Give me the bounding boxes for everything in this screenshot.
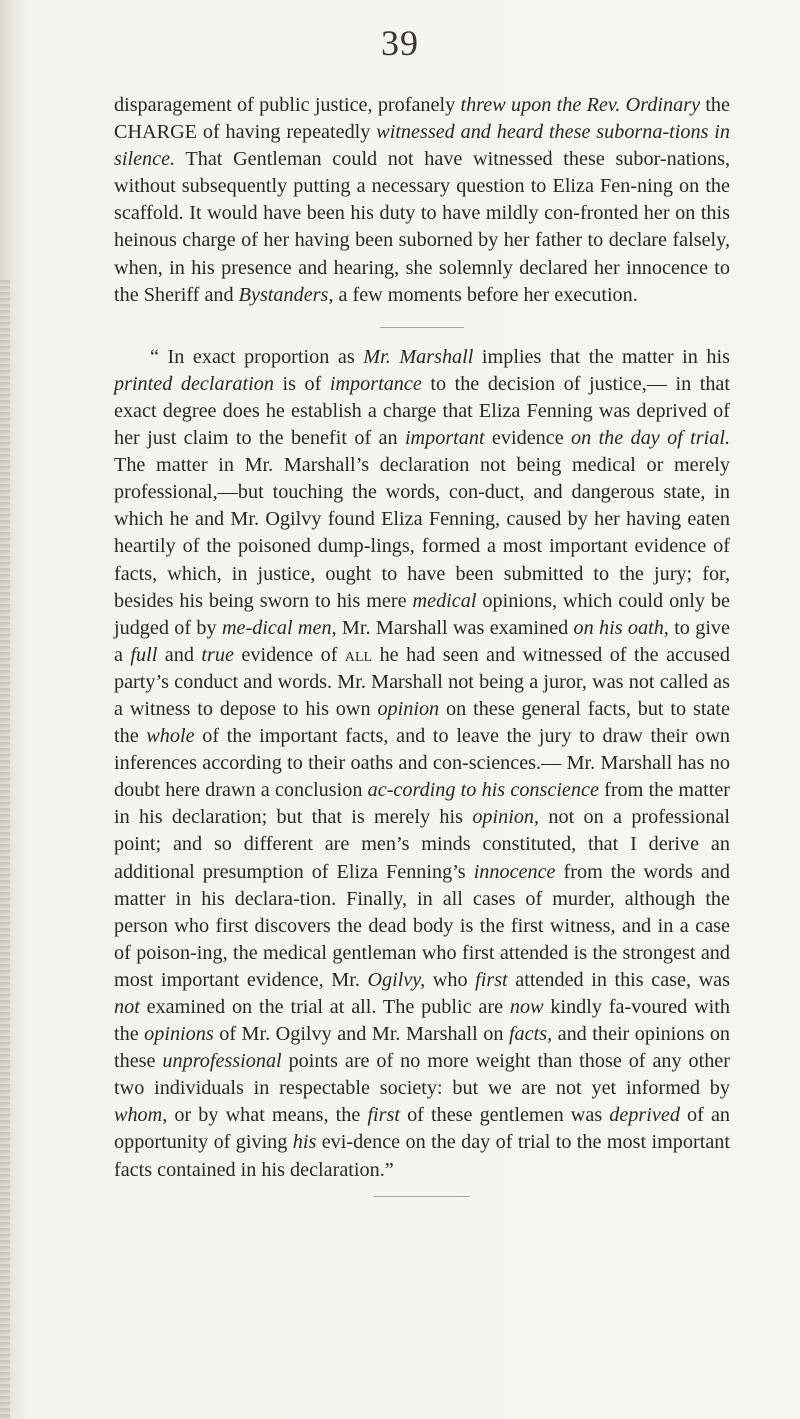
paragraph-2: “ In exact proportion as Mr. Marshall implies that the matter in his printed declaration is of importance to the decision of justice,— in that exact degree does he establish a charge that Eliza Fenning was deprived of her just claim to the benefit of an important evidence on the day of trial. The matter in Mr. Marshall’s declaration not being medical or merely professional,—but touching the words, con-duct, and dangerous state, in which he and Mr. Ogilvy found Eliza Fenning, caused by her having eaten heartily of the poisoned dump-lings, formed a most important evidence of facts, which, in justice, ought to have been submitted to the jury; for, besides his being sworn to his mere medical opinions, which could only be judged of by me-dical men, Mr. Marshall was examined on his oath, to give a full and true evidence of all he had seen and witnessed of the accused party’s conduct and words. Mr. Marshall not being a juror, was not called as a witness to depose to his own opinion on these general facts, but to state the whole of the important facts, and to leave the jury to draw their own inferences according to their oaths and con-sciences.— Mr. Marshall has no doubt here drawn a conclusion ac-cording to his conscience from the matter in his declaration; but that is merely his opinion, not on a professional point; and so different are men’s minds constituted, that I derive an additional presumption of Eliza Fenning’s innocence from the words and matter in his declara-tion. Finally, in all cases of murder, although the person who first discovers the dead body is the first witness, and in a case of poison-ing, the medical gentleman who first attended is the strongest and most important evidence, Mr. Ogilvy, who first attended in this case, was not examined on the trial at all. The public are now kindly fa-voured with the opinions of Mr. Ogilvy and Mr. Marshall on facts, and their opinions on these unprofessional points are of no more weight than those of any other two individuals in respectable society: but we are not yet informed by whom, or by what means, the first of these gentlemen was deprived of an opportunity of giving his evi-dence on the day of trial to the most important facts contained in his declaration.” <box>114 345 731 1181</box>
body-text <box>114 92 730 1197</box>
page-binding-edge <box>0 280 10 1419</box>
paragraph-1: disparagement of public justice, profanely threw upon the Rev. Ordinary the CHARGE of having repeatedly witnessed and heard these suborna-tions in silence. That Gentleman could not have witnessed these subor-nations, without subsequently putting a necessary question to Eliza Fen-ning on the scaffold. It would have been his duty to have mildly con-fronted her on this heinous charge of her having been suborned by her father to declare falsely, when, in his presence and hearing, she solemnly declared her innocence to the Sheriff and Bystanders, a few moments before her execution. <box>114 94 730 306</box>
page-number: 39 <box>381 23 419 63</box>
closing-divider <box>374 1196 470 1197</box>
section-divider <box>380 327 464 328</box>
